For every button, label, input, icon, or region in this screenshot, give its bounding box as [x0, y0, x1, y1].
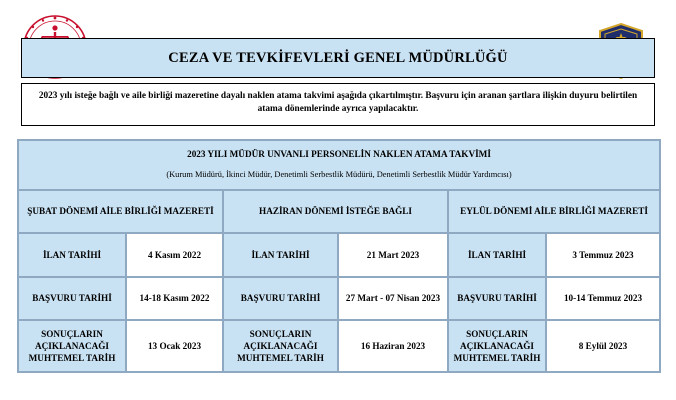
schedule-subtitle: (Kurum Müdürü, İkinci Müdür, Denetimli Serbestlik Müdürü, Denetimli Serbestlik Müdür Yardımcısı)	[166, 170, 512, 180]
application-date-haziran: 27 Mart - 07 Nisan 2023	[338, 277, 448, 321]
label-results: SONUÇLARIN AÇIKLANACAĞI MUHTEMEL TARİH	[448, 320, 546, 372]
schedule-table	[17, 139, 661, 373]
result-date-haziran: 16 Haziran 2023	[338, 320, 448, 372]
period-haziran: HAZİRAN DÖNEMİ İSTEĞE BAĞLI	[223, 190, 448, 234]
label-application: BAŞVURU TARİHİ	[448, 277, 546, 321]
label-results: SONUÇLARIN AÇIKLANACAĞI MUHTEMEL TARİH	[18, 320, 126, 372]
label-announcement: İLAN TARİHİ	[223, 233, 338, 277]
result-date-subat: 13 Ocak 2023	[126, 320, 223, 372]
label-announcement: İLAN TARİHİ	[18, 233, 126, 277]
period-eylul: EYLÜL DÖNEMİ AİLE BİRLİĞİ MAZERETİ	[448, 190, 660, 234]
period-subat: ŞUBAT DÖNEMİ AİLE BİRLİĞİ MAZERETİ	[18, 190, 223, 234]
page-title: CEZA VE TEVKİFEVLERİ GENEL MÜDÜRLÜĞÜ	[21, 38, 655, 78]
announcement-date-eylul: 3 Temmuz 2023	[546, 233, 660, 277]
schedule-header	[18, 140, 660, 190]
label-application: BAŞVURU TARİHİ	[223, 277, 338, 321]
label-announcement: İLAN TARİHİ	[448, 233, 546, 277]
schedule-title: 2023 YILI MÜDÜR UNVANLI PERSONELİN NAKLEN ATAMA TAKVİMİ	[187, 149, 491, 160]
label-application: BAŞVURU TARİHİ	[18, 277, 126, 321]
announcement-date-subat: 4 Kasım 2022	[126, 233, 223, 277]
label-results: SONUÇLARIN AÇIKLANACAĞI MUHTEMEL TARİH	[223, 320, 338, 372]
application-date-subat: 14-18 Kasım 2022	[126, 277, 223, 321]
result-date-eylul: 8 Eylül 2023	[546, 320, 660, 372]
intro-notice: 2023 yılı isteğe bağlı ve aile birliği mazeretine dayalı naklen atama takvimi aşağıda çıkartılmıştır. Başvuru için aranan şartlara ilişkin duyuru belirtilen atama dönemlerinde ayrıca yapılacaktır.	[21, 83, 655, 126]
application-date-eylul: 10-14 Temmuz 2023	[546, 277, 660, 321]
announcement-date-haziran: 21 Mart 2023	[338, 233, 448, 277]
